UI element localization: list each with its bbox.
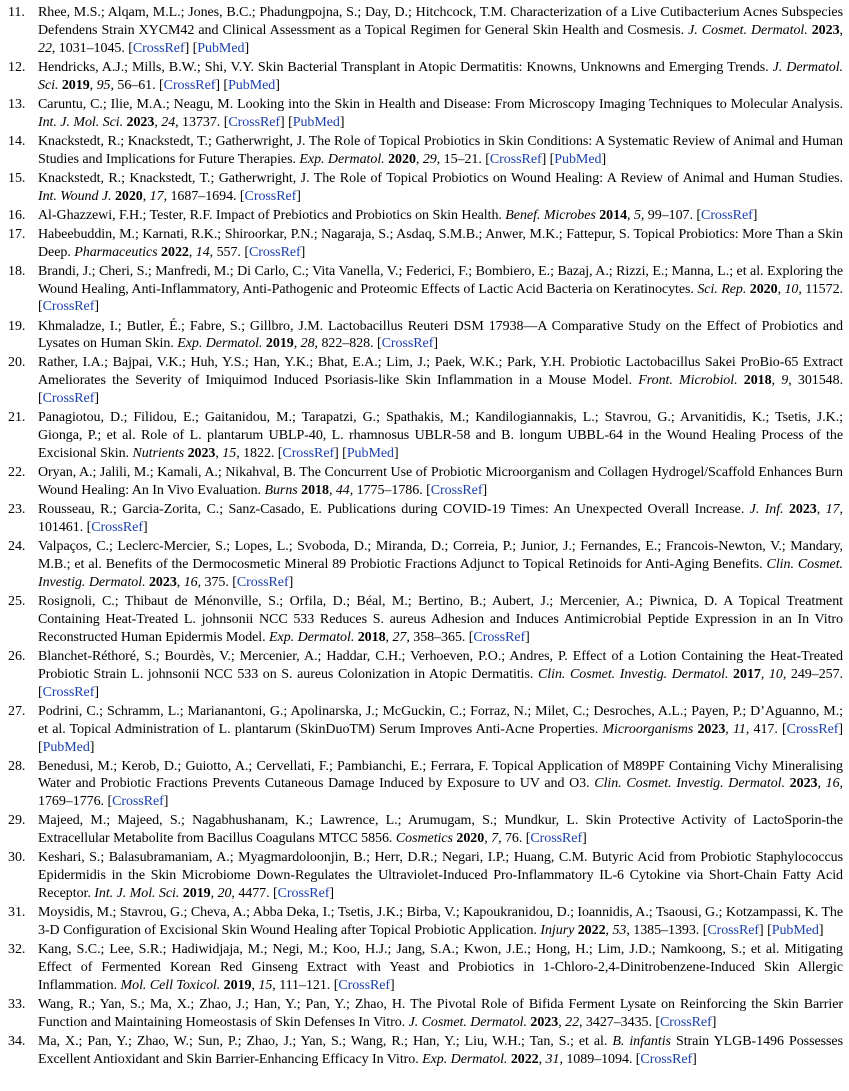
reference-text	[38, 226, 843, 262]
publication-year: 2020	[114, 188, 143, 204]
reference-number: 16.	[8, 207, 26, 223]
pubmed-link[interactable]: PubMed	[346, 446, 394, 462]
journal-or-volume: Injury	[540, 923, 575, 939]
citation-text: Moysidis, M.; Stavrou, G.; Cheva, A.; Abba Deka, I.; Tsetis, J.K.; Birba, V.; Kapoukranidou, D.; Ioannidis, A.; Tsaousi, G.; Kotzampassi, K. The 3-D Configuration of Excisional Skin Wound Healing after Topical Probiotic Application.	[38, 905, 843, 939]
citation-text: ,	[817, 776, 826, 792]
citation-text: Podrini, C.; Schramm, L.; Marianantoni, G.; Apolinarska, J.; McGuckin, C.; Forraz, N.; Milet, C.; Desroches, A.L.; Payen, P.; D’Aguanno, M.; et al. Topical Administration of L. plantarum (SkinDuoTM) Serum Improves Anti-Acne Properties.	[38, 703, 843, 737]
reference-number: 11.	[8, 5, 25, 20]
crossref-link[interactable]: CrossRef	[42, 684, 95, 700]
citation-text: Ma, X.; Pan, Y.; Zhao, W.; Sun, P.; Zhao, J.; Yan, S.; Wang, R.; Han, Y.; Liu, W.H.; Tan, S.; et al.	[38, 1033, 613, 1049]
journal-or-volume: Clin. Cosmet. Investig. Dermatol.	[537, 666, 729, 682]
reference-number: 22.	[8, 465, 26, 481]
journal-or-volume: 31	[545, 1051, 560, 1067]
crossref-link[interactable]: CrossRef	[91, 520, 143, 536]
citation-text: , 1089–1094. [	[559, 1051, 641, 1067]
reference-number: 15.	[8, 170, 26, 186]
citation-text: ,	[188, 244, 196, 260]
reference-item	[8, 354, 843, 408]
citation-text: ] [	[334, 446, 347, 462]
journal-or-volume: 53	[612, 923, 627, 939]
citation-text: ]	[89, 739, 95, 755]
citation-text: ]	[163, 794, 169, 810]
reference-text	[38, 1033, 843, 1069]
publication-year: 2022	[510, 1051, 539, 1067]
reference-text	[38, 758, 843, 812]
journal-or-volume: Nutrients	[132, 446, 185, 462]
citation-text: , 249–257. [	[38, 666, 843, 700]
citation-text: , 822–828. [	[314, 336, 382, 352]
reference-item	[8, 703, 843, 757]
journal-or-volume: 44	[335, 483, 350, 499]
citation-text: ]	[393, 446, 399, 462]
crossref-link[interactable]: CrossRef	[489, 151, 542, 167]
reference-item	[8, 133, 843, 169]
publication-year: 2023	[697, 721, 726, 737]
reference-number: 17.	[8, 226, 26, 242]
citation-text: , 1775–1786. [	[349, 483, 431, 499]
journal-or-volume: Clin. Cosmet. Investig. Dermatol.	[38, 557, 844, 590]
citation-text: ]	[482, 483, 488, 499]
citation-text: , 99–107. [	[640, 207, 702, 223]
citation-text: ,	[142, 188, 150, 204]
citation-text: , 56–61. [	[110, 77, 164, 93]
crossref-link[interactable]: CrossRef	[786, 721, 839, 737]
citation-text: ,	[328, 483, 336, 499]
reference-text	[38, 648, 843, 702]
publication-year: 2023	[148, 574, 177, 590]
journal-or-volume: Exp. Dermatol.	[299, 151, 385, 167]
journal-or-volume: 22	[38, 40, 52, 56]
citation-text: ,	[627, 207, 634, 223]
citation-text: , 301548. [	[38, 373, 844, 407]
journal-or-volume: 14	[195, 244, 210, 260]
reference-number: 30.	[8, 850, 26, 866]
journal-or-volume: Exp. Dermatol.	[269, 629, 355, 645]
citation-text: , 375. [	[197, 574, 237, 590]
reference-number: 12.	[8, 59, 26, 75]
citation-text: ,	[215, 446, 223, 462]
citation-text: ] [	[215, 77, 229, 93]
publication-year: 2023	[530, 1014, 559, 1030]
citation-text: ]	[329, 886, 334, 902]
publication-year: 2019	[223, 977, 252, 993]
journal-or-volume: 16	[183, 574, 198, 590]
citation-text: , 1385–1393. [	[626, 923, 708, 939]
citation-text: Majeed, M.; Majeed, S.; Nagabhushanam, K.; Lawrence, L.; Arumugam, S.; Mundkur, L. Skin Protective Activity of LactoSporin-the Extracellular Metabolite from Bacillus Coagulans MTCC 5856.	[38, 813, 843, 847]
pubmed-link[interactable]: PubMed	[42, 739, 90, 755]
publication-year: 2023	[789, 776, 818, 792]
publication-year: 2014	[599, 207, 628, 223]
reference-item	[8, 96, 843, 132]
reference-text	[38, 538, 843, 592]
reference-item	[8, 648, 843, 702]
citation-text: Rhee, M.S.; Alqam, M.L.; Jones, B.C.; Phadungpojna, S.; Day, D.; Hitchcock, T.M. Characterization of a Live Cutibacterium Acnes Subspecies Defendens Strain XYCM42 and Clinical Assessment as a Topical Regimen for General Skin Health and Cosmesis.	[38, 5, 843, 38]
citation-text: Knackstedt, R.; Knackstedt, T.; Gatherwright, J. The Role of Topical Probiotics on Wound Healing: A Review of Animal and Human Studies.	[38, 170, 843, 186]
publication-year: 2023	[811, 22, 840, 38]
crossref-link[interactable]: CrossRef	[707, 923, 760, 939]
citation-text: ,	[176, 574, 184, 590]
citation-text: , 111–121. [	[272, 977, 339, 993]
citation-text: ] [	[759, 923, 772, 939]
pubmed-link[interactable]: PubMed	[292, 114, 340, 130]
citation-text: Wang, R.; Yan, S.; Ma, X.; Zhao, J.; Han, Y.; Pan, Y.; Zhao, H. The Pivotal Role of Bifida Ferment Lysate on Reinforcing the Skin Barrier Function and Maintaining Homeostasis of Skin Defenses In Vitro.	[38, 997, 843, 1030]
crossref-link[interactable]: CrossRef	[236, 574, 289, 590]
citation-text: ]	[711, 1014, 717, 1030]
crossref-link[interactable]: CrossRef	[660, 1014, 712, 1030]
journal-or-volume: Cosmetics	[395, 831, 453, 847]
journal-or-volume: 27	[392, 629, 407, 645]
reference-number: 31.	[8, 905, 26, 921]
publication-year: 2020	[749, 281, 778, 297]
journal-or-volume: 10	[784, 281, 799, 297]
citation-text: ,	[251, 977, 259, 993]
citation-text: ,	[605, 923, 613, 939]
reference-number: 26.	[8, 648, 26, 664]
citation-text: ,	[760, 666, 769, 682]
reference-item	[8, 1033, 843, 1069]
citation-text: , 1687–1694. [	[163, 188, 245, 204]
crossref-link[interactable]: CrossRef	[42, 391, 95, 407]
citation-text: Hendricks, A.J.; Mills, B.W.; Shi, V.Y. Skin Bacterial Transplant in Atopic Dermatitis: Knowns, Unknowns and Emerging Trends.	[38, 59, 773, 75]
citation-text: Valpaços, C.; Leclerc-Mercier, S.; Lopes, L.; Svoboda, D.; Miranda, D.; Correia, P.; Junior, J.; Fernandes, E.; Francois-Newton, V.; Mandary, M.B.; et al. Benefits of the Dermocosmetic Mineral 89 Probiotic Fractions Adjunct to Topical Retinoids for Anti-Aging Benefits.	[38, 539, 843, 573]
citation-text: ]	[300, 244, 306, 260]
journal-or-volume: 5	[633, 207, 641, 223]
reference-item	[8, 593, 843, 647]
journal-or-volume: 28	[300, 336, 315, 352]
citation-text: Habeebuddin, M.; Karnati, R.K.; Shiroorkar, P.N.; Nagaraja, S.; Asdaq, S.M.B.; Anwer, M.K.; Fattepur, S. Topical Probiotics: More Than a Skin Deep.	[38, 226, 843, 260]
crossref-link[interactable]: CrossRef	[228, 114, 281, 130]
crossref-link[interactable]: CrossRef	[244, 188, 297, 204]
reference-item	[8, 226, 843, 262]
citation-text: ]	[142, 520, 148, 536]
citation-text: Caruntu, C.; Ilie, M.A.; Neagu, M. Looking into the Skin in Health and Disease: From Microscopy Imaging Techniques to Molecular Analysis.	[38, 96, 843, 112]
citation-text: ] [	[541, 151, 555, 167]
citation-text: Strain YLGB-1496 Possesses Excellent Antioxidant and Skin Barrier-Enhancing Efficacy In Vitro.	[38, 1033, 843, 1067]
journal-or-volume: Exp. Dermatol.	[422, 1051, 508, 1067]
reference-item	[8, 59, 843, 95]
citation-text: , 358–365. [	[406, 629, 474, 645]
citation-text: Keshari, S.; Balasubramaniam, A.; Myagmardoloonjin, B.; Herr, D.R.; Negari, I.P.; Huang, C.M. Butyric Acid from Probiotic Staphylococcus Epidermidis in the Skin Microbiome Down-Regulates the Ultraviolet-Induced Pro-Inflammatory IL-6 Cytokine via Short-Chain Fatty Acid Receptor.	[38, 850, 843, 902]
journal-or-volume: Mol. Cell Toxicol.	[120, 977, 221, 993]
citation-text: ,	[210, 886, 218, 902]
journal-or-volume: Microorganisms	[602, 721, 694, 737]
citation-text: ,	[777, 281, 785, 297]
citation-text: ]	[582, 831, 587, 847]
reference-text	[38, 170, 843, 206]
journal-or-volume: 20	[217, 886, 232, 902]
journal-or-volume: Benef. Microbes	[505, 207, 596, 223]
citation-text: ]	[94, 299, 99, 315]
reference-item	[8, 996, 843, 1032]
publication-year: 2019	[61, 77, 90, 93]
journal-or-volume: J. Cosmet. Dermatol.	[688, 22, 808, 38]
citation-text: ,	[816, 502, 826, 518]
citation-text: , 101461. [	[38, 502, 843, 536]
reference-text	[38, 464, 843, 500]
journal-or-volume: 95	[96, 77, 111, 93]
crossref-link[interactable]: CrossRef	[248, 244, 301, 260]
citation-text: ,	[558, 1014, 566, 1030]
reference-item	[8, 464, 843, 500]
reference-text	[38, 207, 843, 225]
citation-text: Knackstedt, R.; Knackstedt, T.; Gatherwright, J. The Role of Topical Probiotics in Skin Conditions: A Systematic Review of Animal and Human Studies and Implications for Future Therapies.	[38, 133, 843, 167]
citation-text: , 1822. [	[236, 446, 283, 462]
reference-number: 33.	[8, 997, 26, 1013]
citation-text: ,	[89, 77, 97, 93]
publication-year: 2018	[357, 629, 386, 645]
citation-text: ,	[415, 151, 423, 167]
reference-number: 21.	[8, 410, 26, 426]
journal-or-volume: 17	[825, 502, 840, 518]
publication-year: 2020	[456, 831, 485, 847]
citation-text: , 4477. [	[231, 886, 278, 902]
crossref-link[interactable]: CrossRef	[163, 77, 216, 93]
reference-item	[8, 4, 843, 58]
reference-item	[8, 538, 843, 592]
publication-year: 2022	[161, 244, 189, 260]
reference-number: 29.	[8, 813, 26, 829]
citation-text: Rosignoli, C.; Thibaut de Ménonville, S.; Orfila, D.; Béal, M.; Bertino, B.; Aubert, J.; Mercenier, A.; Piwnica, D. A Topical Treatment Containing Heat-Treated L. johnsonii NCC 533 Reduces S. aureus Adhesion and Induces Antimicrobial Peptide Expression in an In Vitro Reconstructed Human Epidermis Model.	[38, 593, 843, 645]
journal-or-volume: Front. Microbiol.	[638, 373, 738, 389]
reference-number: 25.	[8, 593, 26, 609]
citation-text: ]	[339, 114, 345, 130]
journal-or-volume: 24	[161, 114, 176, 130]
reference-text	[38, 318, 843, 354]
citation-text: , 13737. [	[175, 114, 229, 130]
crossref-link[interactable]: CrossRef	[132, 40, 185, 56]
citation-text: ,	[839, 22, 843, 38]
journal-or-volume: 22	[565, 1014, 580, 1030]
pubmed-link[interactable]: PubMed	[554, 151, 602, 167]
journal-or-volume: Pharmaceutics	[74, 244, 158, 260]
citation-text: , 3427–3435. [	[579, 1014, 660, 1030]
crossref-link[interactable]: CrossRef	[282, 446, 335, 462]
citation-text: , 1031–1045. [	[51, 40, 133, 56]
citation-text: Panagiotou, D.; Filidou, E.; Gaitanidou, M.; Tarapatzi, G.; Spathakis, M.; Kandilogiannakis, L.; Stavrou, G.; Arvanitidis, K.; Tsetis, J.K.; Gionga, P.; et al. Role of L. plantarum UBLP-40, L. rhamnosus UBLR-58 and B. longum UBBL-64 in the Wound Healing Process of the Excisional Skin.	[38, 410, 843, 462]
journal-or-volume: B. infantis	[612, 1033, 671, 1049]
citation-text: , 1769–1776. [	[38, 776, 843, 810]
crossref-link[interactable]: CrossRef	[42, 299, 95, 315]
reference-text	[38, 263, 843, 317]
journal-or-volume: 15	[258, 977, 273, 993]
reference-number: 14.	[8, 133, 26, 149]
citation-text: ]	[752, 207, 758, 223]
citation-text: ]	[433, 336, 438, 352]
publication-year: 2019	[265, 336, 294, 352]
citation-text: ]	[692, 1051, 697, 1067]
journal-or-volume: 29	[422, 151, 437, 167]
citation-text: ] [	[38, 721, 844, 755]
reference-number: 23.	[8, 502, 26, 518]
reference-text	[38, 133, 843, 169]
publication-year: 2020	[388, 151, 416, 167]
reference-number: 18.	[8, 263, 26, 279]
citation-text: Rather, I.A.; Bajpai, V.K.; Huh, Y.S.; Han, Y.K.; Bhat, E.A.; Lim, J.; Paek, W.K.; Park, Y.H. Probiotic Lactobacillus Sakei ProBio-65 Extract Ameliorates the Severity of Imiquimod Induced Psoriasis-like Skin Inflammation in a Mouse Model.	[38, 355, 843, 389]
crossref-link[interactable]: CrossRef	[277, 886, 330, 902]
journal-or-volume: 11	[732, 721, 746, 737]
reference-text	[38, 904, 843, 940]
reference-text	[38, 354, 843, 408]
publication-year: 2018	[743, 373, 772, 389]
crossref-link[interactable]: CrossRef	[430, 483, 483, 499]
crossref-link[interactable]: CrossRef	[338, 977, 391, 993]
journal-or-volume: J. Inf.	[749, 502, 784, 518]
publication-year: 2019	[182, 886, 211, 902]
citation-text: ,	[538, 1051, 546, 1067]
reference-text	[38, 4, 843, 58]
reference-item	[8, 170, 843, 206]
publication-year: 2023	[788, 502, 817, 518]
journal-or-volume: 7	[491, 831, 499, 847]
citation-text: ] [	[184, 40, 198, 56]
reference-item	[8, 758, 843, 812]
reference-text	[38, 59, 843, 95]
reference-text	[38, 996, 843, 1032]
citation-text: Oryan, A.; Jalili, M.; Kamali, A.; Nikahval, B. The Concurrent Use of Probiotic Microorganism and Collagen Hydrogel/Scaffold Enhances Burn Wound Healing: An In Vivo Evaluation.	[38, 465, 843, 499]
pubmed-link[interactable]: PubMed	[228, 77, 276, 93]
journal-or-volume: Clin. Cosmet. Investig. Dermatol.	[594, 776, 785, 792]
crossref-link[interactable]: CrossRef	[473, 629, 526, 645]
journal-or-volume: 17	[149, 188, 164, 204]
citation-text: ]	[296, 188, 301, 204]
reference-number: 28.	[8, 758, 26, 774]
journal-or-volume: 10	[768, 666, 783, 682]
pubmed-link[interactable]: PubMed	[771, 923, 819, 939]
citation-text: Rousseau, R.; Garcia-Zorita, C.; Sanz-Casado, E. Publications during COVID-19 Times: An Unexpected Overall Increase.	[38, 502, 750, 518]
journal-or-volume: Int. J. Mol. Sci.	[94, 886, 180, 902]
publication-year: 2022	[577, 923, 606, 939]
reference-text	[38, 409, 843, 463]
reference-item	[8, 318, 843, 354]
journal-or-volume: Sci. Rep.	[697, 281, 747, 297]
reference-text	[38, 96, 843, 132]
citation-text: ,	[154, 114, 162, 130]
reference-number: 20.	[8, 355, 26, 371]
citation-text: , 11572. [	[38, 281, 843, 315]
reference-text	[38, 849, 843, 903]
reference-item	[8, 904, 843, 940]
reference-item	[8, 409, 843, 463]
crossref-link[interactable]: CrossRef	[701, 207, 753, 223]
reference-item	[8, 812, 843, 848]
citation-text: Benedusi, M.; Kerob, D.; Guiotto, A.; Cervellati, F.; Pambianchi, E.; Ferrara, F. Topical Application of M89PF Containing Vichy Mineralising Water and Probiotic Fractions Prevents Cutaneous Damage Induced by Exposure to UV and O3.	[38, 758, 843, 792]
citation-text: ]	[94, 391, 99, 407]
reference-text	[38, 941, 843, 995]
journal-or-volume: J. Dermatol. Sci.	[38, 59, 843, 93]
reference-number: 27.	[8, 703, 26, 719]
journal-or-volume: 9	[781, 373, 789, 389]
journal-or-volume: 15	[222, 446, 237, 462]
reference-item	[8, 207, 843, 225]
citation-text: ]	[275, 77, 280, 93]
publication-year: 2018	[301, 483, 329, 499]
reference-number: 32.	[8, 942, 26, 958]
citation-text: Khmaladze, I.; Butler, É.; Fabre, S.; Gillbro, J.M. Lactobacillus Reuteri DSM 17938—A Comparative Study on the Effect of Probiotics and Lysates on Human Skin.	[38, 318, 843, 352]
reference-item	[8, 941, 843, 995]
citation-text: , 557. [	[209, 244, 249, 260]
citation-text: Al-Ghazzewi, F.H.; Tester, R.F. Impact of Prebiotics and Probiotics on Skin Health.	[38, 207, 506, 223]
reference-item	[8, 501, 843, 537]
citation-text: ] [	[280, 114, 293, 130]
citation-text: , 417. [	[745, 721, 787, 737]
citation-text: ,	[385, 629, 393, 645]
citation-text: ]	[601, 151, 607, 167]
pubmed-link[interactable]: PubMed	[197, 40, 245, 56]
reference-number: 13.	[8, 96, 26, 112]
citation-text: ]	[390, 977, 395, 993]
crossref-link[interactable]: CrossRef	[112, 794, 164, 810]
citation-text: ]	[288, 574, 294, 590]
citation-text: Kang, S.C.; Lee, S.R.; Hadiwidjaja, M.; Negi, M.; Koo, H.J.; Jang, S.A.; Kwon, J.E.; Hong, H.; Lim, J.D.; Namkoong, S.; et al. Mitigating Effect of Fermented Korean Red Ginseng Extract with Yeast and Probiotics in 1-Chloro-2,4-Dinitrobenzene-Induced Skin Allergic Inflammation.	[38, 942, 843, 993]
crossref-link[interactable]: CrossRef	[530, 831, 583, 847]
reference-item	[8, 849, 843, 903]
crossref-link[interactable]: CrossRef	[381, 336, 434, 352]
citation-text: ]	[818, 923, 824, 939]
journal-or-volume: 16	[825, 776, 840, 792]
citation-text: , 76. [	[498, 831, 531, 847]
journal-or-volume: Int. J. Mol. Sci.	[38, 114, 124, 130]
reference-number: 34.	[8, 1033, 26, 1049]
journal-or-volume: Exp. Dermatol.	[177, 336, 263, 352]
reference-text	[38, 593, 843, 647]
journal-or-volume: Int. Wound J.	[38, 188, 112, 204]
reference-number: 19.	[8, 318, 26, 334]
reference-text	[38, 703, 843, 757]
reference-number: 24.	[8, 539, 26, 555]
journal-or-volume: J. Cosmet. Dermatol.	[408, 1014, 527, 1030]
publication-year: 2023	[126, 114, 155, 130]
citation-text: Blanchet-Réthoré, S.; Bourdès, V.; Mercenier, A.; Haddar, C.H.; Verhoeven, P.O.; Andres, P. Effect of a Lotion Containing the Heat-Treated Probiotic Strain L. johnsonii NCC 533 on S. aureus Colonization in Atopic Dermatitis.	[38, 648, 843, 682]
citation-text: ]	[525, 629, 530, 645]
citation-text: ]	[94, 684, 99, 700]
citation-text: Brandi, J.; Cheri, S.; Manfredi, M.; Di Carlo, C.; Vita Vanella, V.; Federici, F.; Bombiero, E.; Bazaj, A.; Rizzi, E.; Manna, L.; et al. Exploring the Wound Healing, Anti-Inflammatory, Anti-Pathogenic and Proteomic Effects of Lactic Acid Bacteria on Keratinocytes.	[38, 263, 843, 297]
journal-or-volume: Burns	[264, 483, 298, 499]
citation-text: , 15–21. [	[436, 151, 490, 167]
citation-text: ,	[771, 373, 782, 389]
reference-text	[38, 501, 843, 537]
publication-year: 2017	[733, 666, 761, 682]
reference-item	[8, 263, 843, 317]
citation-text: ,	[484, 831, 492, 847]
reference-text	[38, 812, 843, 848]
citation-text: ,	[725, 721, 733, 737]
citation-text: ]	[244, 40, 250, 56]
citation-text: ,	[293, 336, 301, 352]
crossref-link[interactable]: CrossRef	[640, 1051, 693, 1067]
publication-year: 2023	[187, 446, 216, 462]
